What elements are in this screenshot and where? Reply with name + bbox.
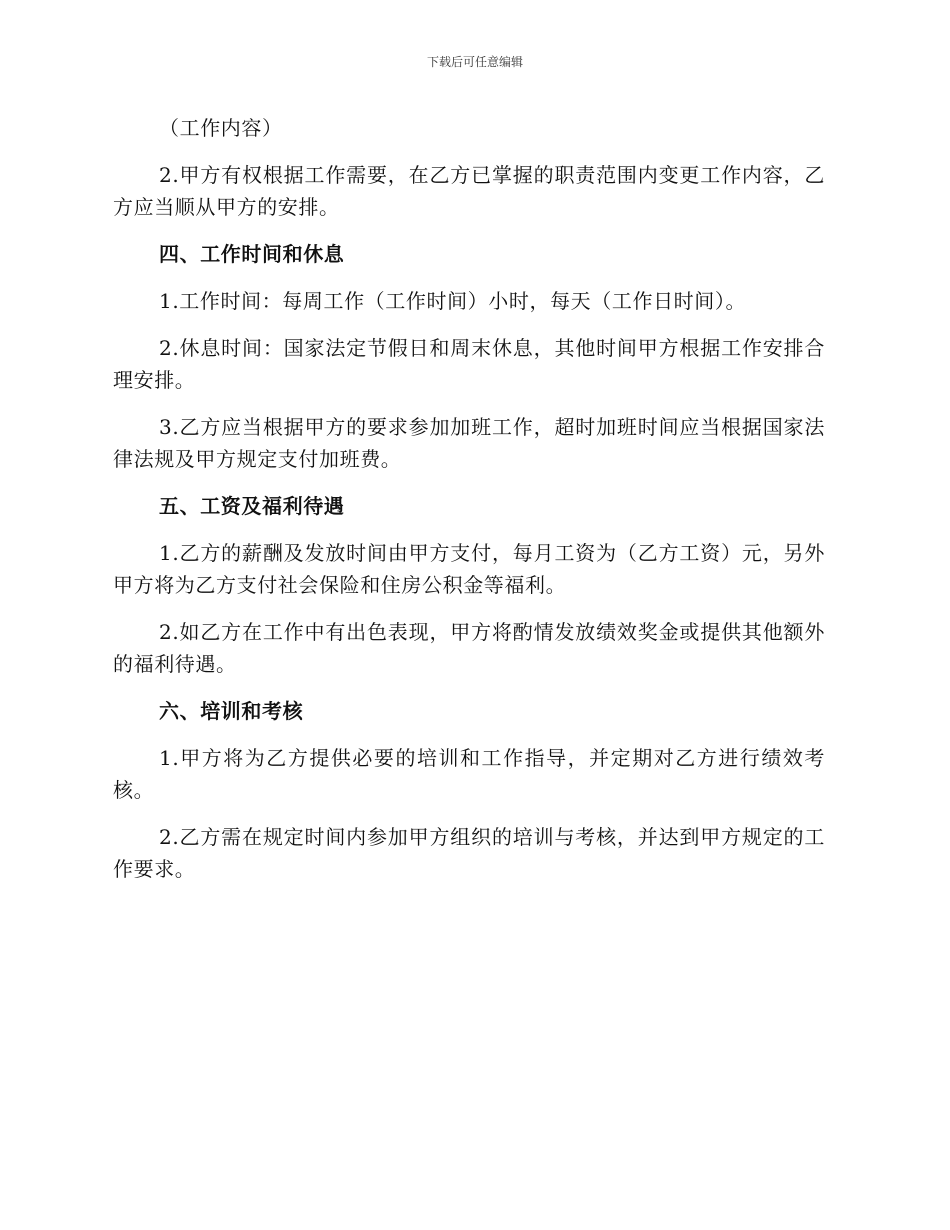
paragraph-assessment: 2.乙方需在规定时间内参加甲方组织的培训与考核，并达到甲方规定的工作要求。: [113, 825, 825, 881]
paragraph-salary: 1.乙方的薪酬及发放时间由甲方支付，每月工资为（乙方工资）元，另外甲方将为乙方支付社会保险和住房公积金等福利。: [113, 541, 825, 597]
paragraph-change-duties: 2.甲方有权根据工作需要，在乙方已掌握的职责范围内变更工作内容，乙方应当顺从甲方的安排。: [113, 163, 825, 219]
page-header: 下载后可任意编辑: [426, 55, 523, 69]
paragraph-training: 1.甲方将为乙方提供必要的培训和工作指导，并定期对乙方进行绩效考核。: [113, 746, 825, 802]
section-heading-training: 六、培训和考核: [159, 699, 304, 723]
paragraph-rest-time: 2.休息时间：国家法定节假日和周末休息，其他时间甲方根据工作安排合理安排。: [113, 336, 825, 392]
document-body: [113, 112, 825, 900]
section-heading-work-time: 四、工作时间和休息: [159, 242, 345, 266]
paragraph-work-content: （工作内容）: [159, 116, 283, 140]
paragraph-work-hours: 1.工作时间：每周工作（工作时间）小时，每天（工作日时间）。: [159, 289, 747, 313]
paragraph-bonus: 2.如乙方在工作中有出色表现，甲方将酌情发放绩效奖金或提供其他额外的福利待遇。: [113, 620, 825, 676]
paragraph-overtime: 3.乙方应当根据甲方的要求参加加班工作，超时加班时间应当根据国家法律法规及甲方规定支付加班费。: [113, 415, 825, 471]
section-heading-salary: 五、工资及福利待遇: [159, 494, 345, 518]
